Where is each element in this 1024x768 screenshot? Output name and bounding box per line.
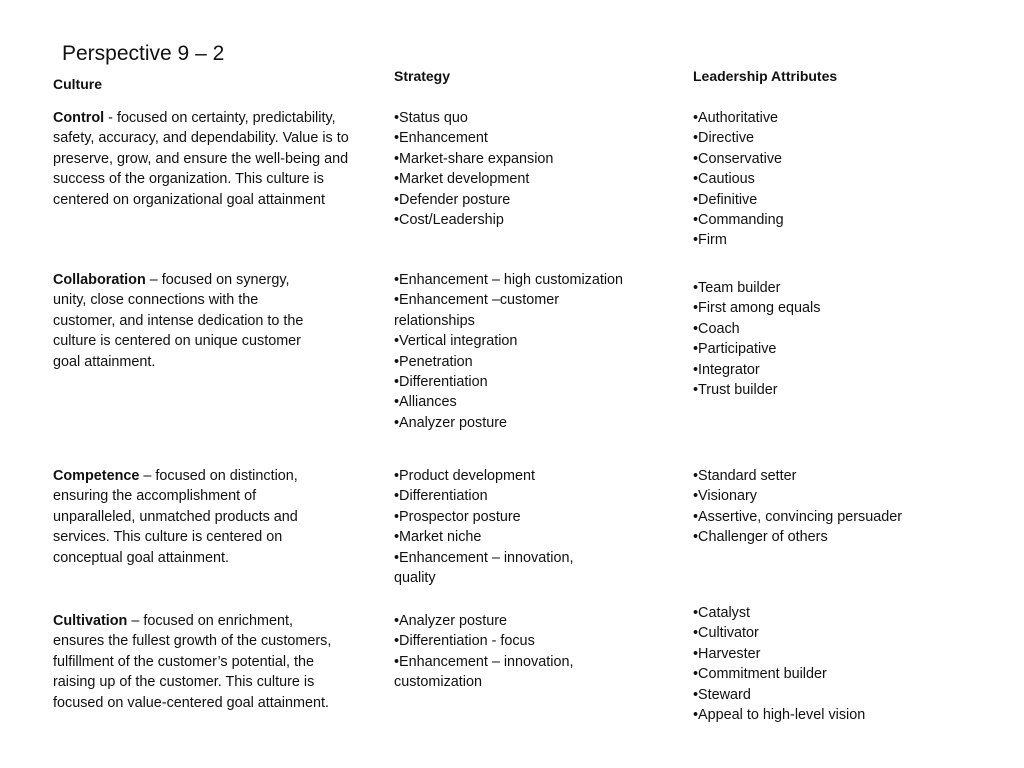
leadership-item: • Trust builder: [693, 380, 1013, 400]
strategy-item: • Differentiation - focus: [394, 631, 609, 651]
culture-name: Competence: [53, 468, 140, 484]
leadership-list-collaboration: [693, 278, 1013, 400]
strategy-item: • Market development: [394, 169, 656, 189]
leadership-list-competence: [693, 466, 1013, 548]
culture-description: – focused on synergy, unity, close connections with the customer, and intense dedication to the culture is centered on unique customer goal attainment.: [53, 272, 304, 370]
strategy-item: • Penetration: [394, 352, 656, 372]
leadership-item: • Integrator: [693, 360, 1013, 380]
leadership-item: • Harvester: [693, 644, 1013, 664]
strategy-header: Strategy: [394, 68, 451, 84]
strategy-item: • Analyzer posture: [394, 413, 656, 433]
culture-description: – focused on enrichment, ensures the fullest growth of the customers, fulfillment of the customer’s potential, the raising up of the customer. This culture is focused on value-centered goal attainment.: [53, 613, 332, 711]
strategy-item: • Alliances: [394, 392, 656, 412]
strategy-item: • Defender posture: [394, 190, 656, 210]
strategy-list-cultivation: [394, 611, 609, 693]
leadership-list-cultivation: [693, 603, 1013, 725]
leadership-item: • Authoritative: [693, 108, 1013, 128]
leadership-item: • Cautious: [693, 169, 1013, 189]
leadership-item: • Definitive: [693, 190, 1013, 210]
culture-name: Cultivation: [53, 613, 128, 629]
culture-competence: [53, 466, 333, 568]
strategy-item: • Enhancement – innovation, quality: [394, 548, 609, 589]
leadership-item: • Appeal to high-level vision: [693, 705, 1013, 725]
strategy-list-competence: [394, 466, 609, 588]
leadership-header: Leadership Attributes: [693, 68, 838, 84]
leadership-item: • Commitment builder: [693, 664, 1013, 684]
leadership-item: • Standard setter: [693, 466, 1013, 486]
strategy-item: • Enhancement –customer relationships: [394, 290, 594, 331]
strategy-item: • Status quo: [394, 108, 656, 128]
leadership-item: • Commanding: [693, 210, 1013, 230]
strategy-item: • Enhancement: [394, 128, 656, 148]
culture-header: Culture: [53, 76, 102, 92]
strategy-list-collaboration: [394, 270, 656, 433]
strategy-item: • Differentiation: [394, 372, 656, 392]
strategy-item: • Prospector posture: [394, 507, 609, 527]
culture-description: - focused on certainty, predictability, safety, accuracy, and dependability. Value is to preserve, grow, and ensure the well-being and success of the organization. This culture is centered on organizational goal attainment: [53, 110, 349, 208]
leadership-item: • Conservative: [693, 149, 1013, 169]
strategy-item: • Enhancement – high customization: [394, 270, 656, 290]
culture-control: [53, 108, 349, 210]
slide-title: Perspective 9 – 2: [62, 42, 225, 65]
strategy-list-control: [394, 108, 656, 230]
leadership-item: • Catalyst: [693, 603, 1013, 623]
strategy-item: • Market niche: [394, 527, 609, 547]
strategy-item: • Market-share expansion: [394, 149, 656, 169]
leadership-item: • Team builder: [693, 278, 1013, 298]
leadership-item: • Participative: [693, 339, 1013, 359]
strategy-item: • Differentiation: [394, 486, 609, 506]
strategy-item: • Analyzer posture: [394, 611, 609, 631]
culture-collaboration: [53, 270, 315, 372]
culture-name: Control: [53, 110, 105, 126]
leadership-item: • Visionary: [693, 486, 1013, 506]
strategy-item: • Product development: [394, 466, 609, 486]
strategy-item: • Enhancement – innovation, customization: [394, 652, 609, 693]
leadership-item: • Challenger of others: [693, 527, 1013, 547]
leadership-item: • Assertive, convincing persuader: [693, 507, 1013, 527]
leadership-item: • Cultivator: [693, 623, 1013, 643]
leadership-item: • Steward: [693, 685, 1013, 705]
strategy-item: • Vertical integration: [394, 331, 656, 351]
leadership-item: • Coach: [693, 319, 1013, 339]
culture-name: Collaboration: [53, 272, 146, 288]
leadership-item: • First among equals: [693, 298, 1013, 318]
strategy-item: • Cost/Leadership: [394, 210, 656, 230]
culture-cultivation: [53, 611, 343, 713]
leadership-item: • Firm: [693, 230, 1013, 250]
culture-description: – focused on distinction, ensuring the accomplishment of unparalleled, unmatched products and services. This culture is centered on conceptual goal attainment.: [53, 468, 298, 566]
leadership-item: • Directive: [693, 128, 1013, 148]
leadership-list-control: [693, 108, 1013, 251]
